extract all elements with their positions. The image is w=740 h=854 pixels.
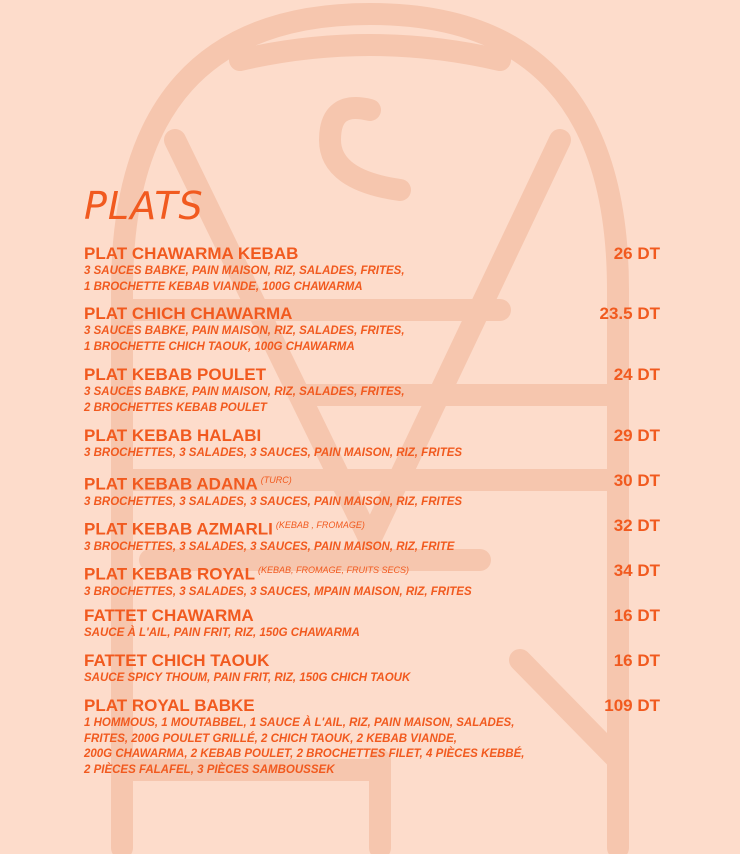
menu-item-title: PLAT ROYAL BABKE [84,696,255,715]
menu-item-title: PLAT KEBAB POULET [84,365,266,384]
description-line: 3 SAUCES BABKE, PAIN MAISON, RIZ, SALADES, FRITES, [84,265,405,277]
menu-item-name [84,606,660,625]
menu-item-description [84,540,660,556]
menu-item [84,651,660,687]
menu-item-price: 26 DT [613,244,660,263]
menu-item-name [84,304,660,323]
menu-item-price: 23.5 DT [599,304,660,323]
menu-item-title: PLAT KEBAB ADANA [84,474,258,494]
menu-item-price: 29 DT [613,426,660,445]
menu-item-name [84,426,660,445]
page-title: PLATS [84,184,204,228]
menu-item-price: 30 DT [613,471,660,490]
menu-item-name [84,696,660,715]
description-line: FRITES, 200G POULET GRILLÉ, 2 CHICH TAOUK, 2 KEBAB VIANDE, [84,732,457,745]
menu-item-price: 24 DT [613,365,660,384]
description-line: 1 BROCHETTE KEBAB VIANDE, 100G CHAWARMA [84,280,363,293]
menu-item-description [84,446,660,462]
menu-item-description [84,716,660,778]
menu-item-name [84,516,660,539]
description-line: 3 BROCHETTES, 3 SALADES, 3 SAUCES, MPAIN MAISON, RIZ, FRITES [84,585,472,598]
menu-item [84,365,660,416]
menu-item-title: PLAT KEBAB AZMARLI [84,519,273,539]
menu-item-price: 34 DT [613,561,660,580]
menu-item-price: 109 DT [604,696,660,715]
description-line: SAUCE À L'AIL, PAIN FRIT, RIZ, 150G CHAWARMA [84,627,360,639]
menu-item-description [84,495,660,511]
menu-item-price: 32 DT [613,516,660,535]
menu-item [84,561,660,600]
description-line: 3 BROCHETTES, 3 SALADES, 3 SAUCES, PAIN MAISON, RIZ, FRITES [84,495,463,508]
menu-item-title: FATTET CHAWARMA [84,606,254,625]
menu-item-note: (KEBAB , FROMAGE) [275,520,365,530]
description-line: 2 PIÈCES FALAFEL, 3 PIÈCES SAMBOUSSEK [84,763,335,776]
menu-item [84,516,660,555]
menu-item-description [84,324,660,355]
menu-item-name [84,244,660,263]
menu-item [84,606,660,642]
description-line: 3 SAUCES BABKE, PAIN MAISON, RIZ, SALADES, FRITES, [84,386,405,398]
menu-item-note: (TURC) [260,475,292,485]
menu-item [84,304,660,355]
description-line: 3 BROCHETTES, 3 SALADES, 3 SAUCES, PAIN MAISON, RIZ, FRITE [84,540,455,553]
description-line: 3 SAUCES BABKE, PAIN MAISON, RIZ, SALADES, FRITES, [84,325,405,337]
menu-item-price: 16 DT [613,651,660,670]
menu-item-name [84,365,660,384]
menu-item-title: PLAT KEBAB ROYAL [84,564,255,584]
description-line: 2 BROCHETTES KEBAB POULET [84,401,267,414]
menu-item-description [84,385,660,416]
menu-item-name [84,561,660,584]
menu-item-description [84,264,660,295]
description-line: 3 BROCHETTES, 3 SALADES, 3 SAUCES, PAIN MAISON, RIZ, FRITES [84,447,463,459]
menu-item-description [84,585,660,601]
description-line: SAUCE SPICY THOUM, PAIN FRIT, RIZ, 150G CHICH TAOUK [84,672,411,684]
menu-item [84,426,660,462]
description-line: 200G CHAWARMA, 2 KEBAB POULET, 2 BROCHETTES FILET, 4 PIÈCES KEBBÉ, [84,748,525,760]
menu-item-title: PLAT KEBAB HALABI [84,426,262,445]
menu-item [84,471,660,510]
description-line: 1 BROCHETTE CHICH TAOUK, 100G CHAWARMA [84,340,355,353]
menu-item-title: FATTET CHICH TAOUK [84,651,270,670]
menu-item-note: (KEBAB, FROMAGE, FRUITS SECS) [257,565,409,575]
menu-item-description [84,626,660,642]
menu-item-name [84,651,660,670]
menu-item-name [84,471,660,494]
menu-item-description [84,671,660,687]
menu-item-title: PLAT CHAWARMA KEBAB [84,244,299,263]
menu-item [84,696,660,778]
description-line: 1 HOMMOUS, 1 MOUTABBEL, 1 SAUCE À L'AIL, RIZ, PAIN MAISON, SALADES, [84,717,515,729]
menu-item-price: 16 DT [613,606,660,625]
menu-item-title: PLAT CHICH CHAWARMA [84,304,293,323]
menu-item [84,244,660,295]
